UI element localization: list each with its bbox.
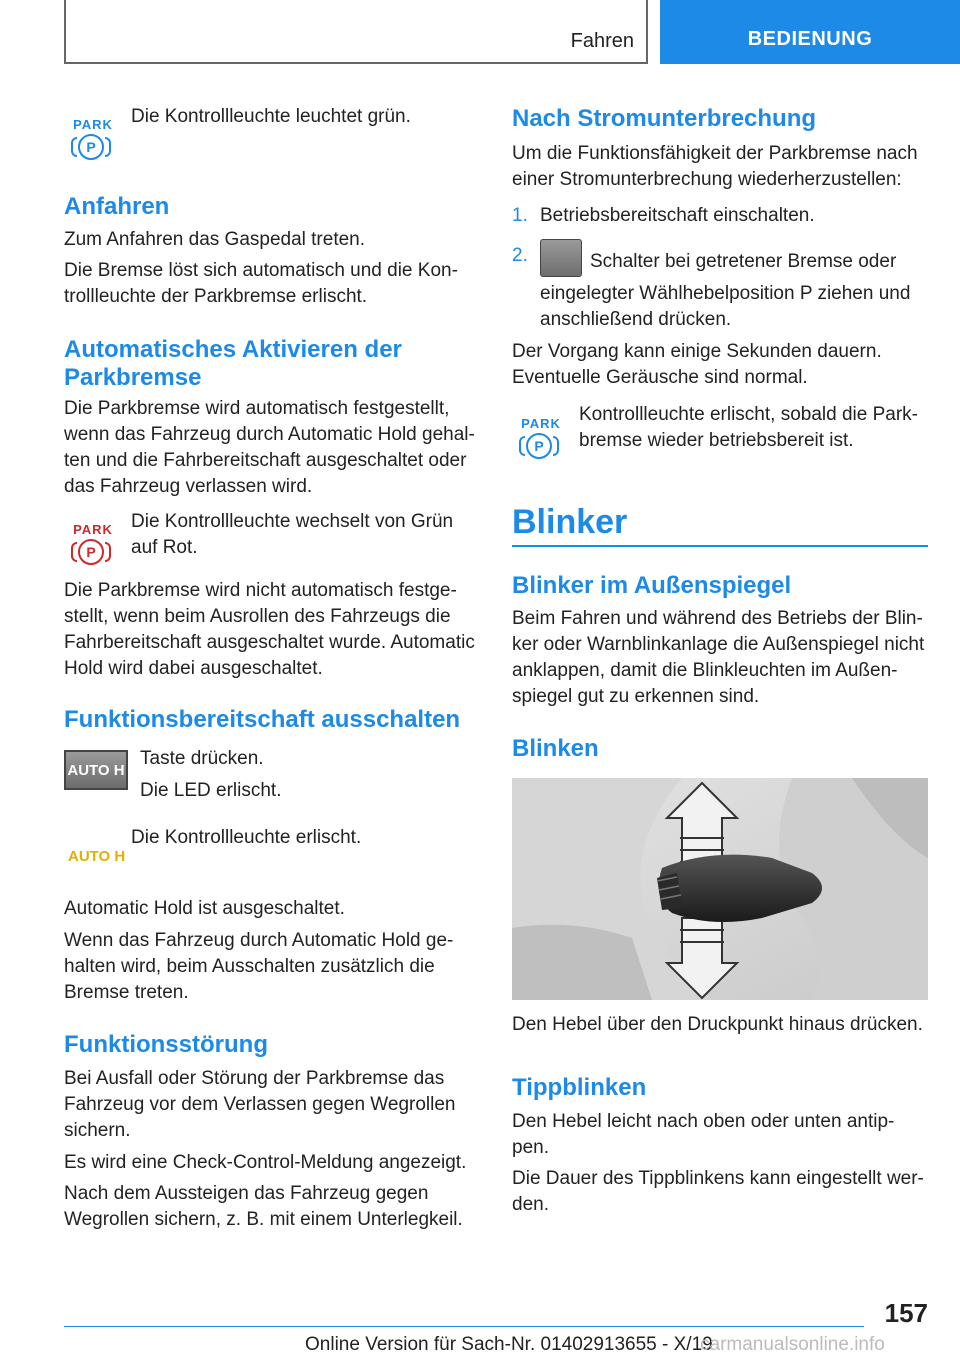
header-section-title: Fahren: [570, 30, 634, 52]
off-lamp-text: Die Kontrollleuchte erlischt.: [131, 827, 362, 848]
auto-p1: Die Parkbremse wird automatisch festgestellt, wenn das Fahrzeug durch Automatic Hold gehal‐ten und die Fahrbereitschaft ausgeschaltet oder das Fahrzeug verlassen wird.: [64, 398, 475, 497]
footer-watermark: carmanualsonline.info: [700, 1334, 885, 1355]
auto-p2: Die Parkbremse wird nicht automatisch festge‐stellt, wenn beim Ausrollen des Fahrzeugs die Fahrbereitschaft ausgeschaltet wurde. Automatic Hold wird dabei ausgeschaltet.: [64, 580, 475, 679]
tipp-p1: Den Hebel leicht nach oben oder unten antip‐pen.: [512, 1111, 895, 1158]
heading-auto-parkbremse: Automatisches Aktivieren der Parkbremse: [64, 336, 402, 391]
footer-text: Online Version für Sach-Nr. 01402913655 - X/19: [305, 1334, 713, 1355]
heading-blinken: Blinken: [512, 735, 599, 762]
page-number: 157: [884, 1298, 928, 1328]
heading-blinker-aussenspiegel: Blinker im Außenspiegel: [512, 572, 792, 599]
park-green-icon-2: PARK P: [516, 416, 566, 466]
heading-funktionsstoerung: Funktionsstörung: [64, 1031, 268, 1058]
autoh-indicator-icon: AUTO H: [68, 848, 126, 865]
mirror-p: Beim Fahren und während des Betriebs der Blin‐ker oder Warnblinkanlage die Außenspiegel nicht anklappen, damit die Blinkleuchten im Außen‐spiegel gut zu erkennen sind.: [512, 608, 925, 707]
heading-tippblinken: Tippblinken: [512, 1074, 647, 1101]
power-lamp-text: Kontrollleuchte erlischt, sobald die Park‐bremse wieder betriebsbereit ist.: [579, 404, 919, 451]
auto-lamp-text: Die Kontrollleuchte wechselt von Grün auf Rot.: [131, 511, 454, 558]
heading-blinker: Blinker: [512, 503, 628, 541]
park-red-icon: PARK P: [68, 522, 118, 572]
power-steps: [512, 203, 928, 333]
heading-stromunterbrechung: Nach Stromunterbrechung: [512, 105, 817, 132]
footer-rule: [64, 1326, 864, 1327]
off-step1: Taste drücken.: [140, 748, 264, 769]
off-step2: Die LED erlischt.: [140, 780, 282, 801]
power-p2: Der Vorgang kann einige Sekunden dauern. Eventuelle Geräusche sind normal.: [512, 341, 882, 388]
section-rule: [512, 545, 928, 547]
list-item: 1. Betriebsbereitschaft einschalten.: [512, 205, 815, 226]
park-green-icon: PARK P: [68, 117, 118, 167]
power-p1: Um die Funktionsfähigkeit der Parkbremse nach einer Stromunterbrechung wiederherzustellen:: [512, 143, 918, 190]
autoh-button-icon: AUTO H: [64, 750, 128, 790]
fault-p1: Bei Ausfall oder Störung der Parkbremse das Fahrzeug vor dem Verlassen gegen Wegrollen sichern.: [64, 1068, 456, 1141]
lever-illustration: [512, 778, 928, 1000]
off-p2: Wenn das Fahrzeug durch Automatic Hold ge‐halten wird, beim Ausschalten zusätzlich die Bremse treten.: [64, 930, 454, 1003]
tipp-p2: Die Dauer des Tippblinkens kann eingestellt wer‐den.: [512, 1168, 924, 1215]
lamp-green-text: Die Kontrollleuchte leuchtet grün.: [131, 106, 411, 127]
header-frame: [64, 0, 648, 64]
anfahren-p1: Zum Anfahren das Gaspedal treten.: [64, 229, 366, 250]
heading-anfahren: Anfahren: [64, 193, 170, 220]
blinken-caption: Den Hebel über den Druckpunkt hinaus drücken.: [512, 1014, 923, 1035]
off-p1: Automatic Hold ist ausgeschaltet.: [64, 898, 345, 919]
anfahren-p2: Die Bremse löst sich automatisch und die Kon‐trollleuchte der Parkbremse erlischt.: [64, 260, 458, 307]
parking-brake-switch-icon: [540, 239, 582, 277]
fault-p2: Es wird eine Check-Control-Meldung angezeigt.: [64, 1152, 467, 1173]
heading-funktionsbereitschaft: Funktionsbereitschaft ausschalten: [64, 706, 461, 733]
list-item: 2. Schalter bei getretener Bremse oder eingelegter Wählhebelposition P ziehen und anschließend drücken.: [512, 243, 928, 333]
fault-p3: Nach dem Aussteigen das Fahrzeug gegen Wegrollen sichern, z. B. mit einem Unterlegkeil.: [64, 1183, 463, 1230]
header-tab[interactable]: BEDIENUNG: [660, 0, 960, 64]
